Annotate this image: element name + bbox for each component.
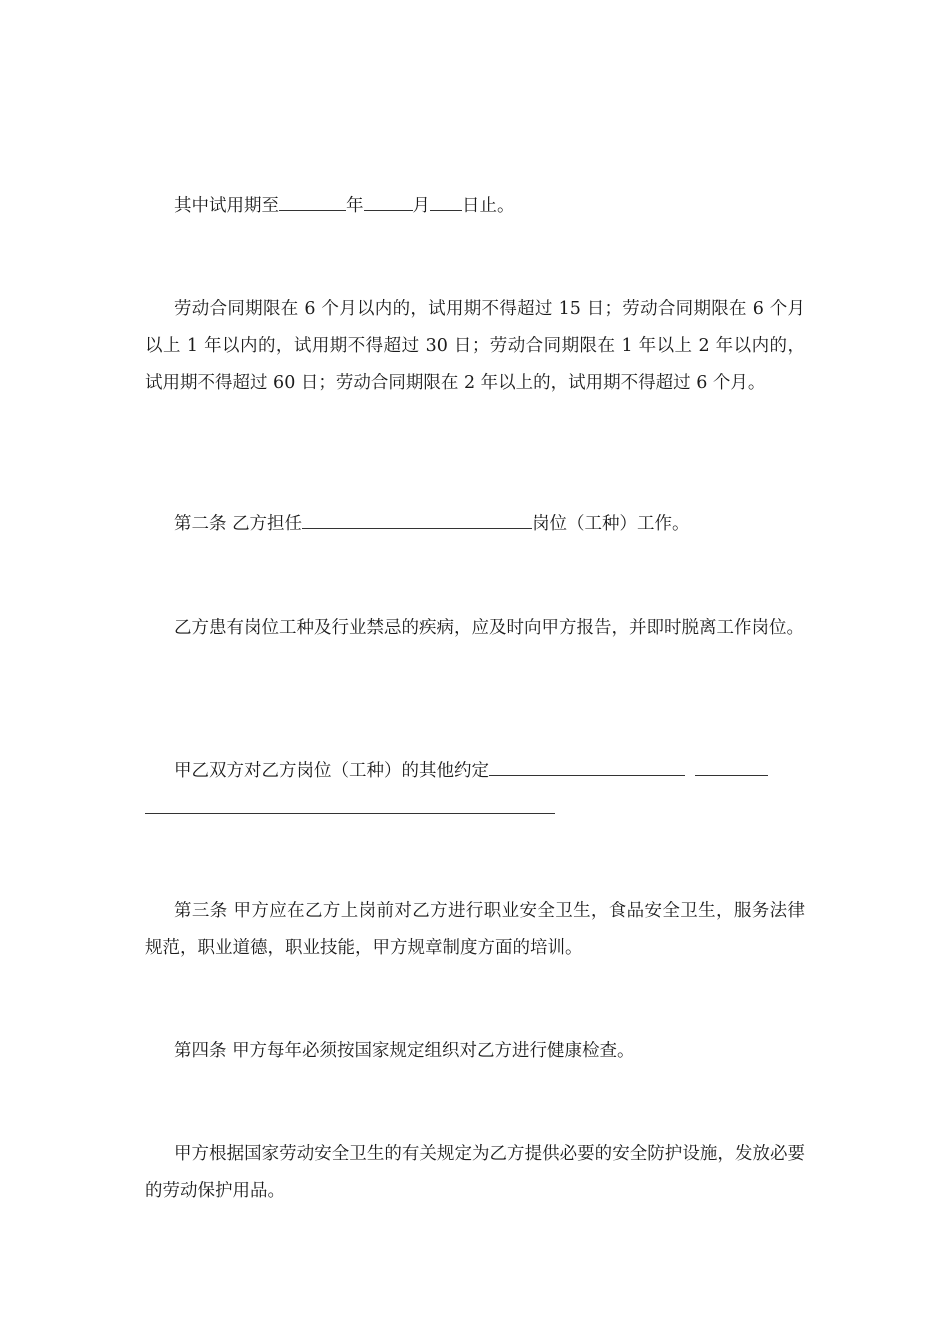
other-agreements-blank-1[interactable]: [489, 757, 685, 776]
article-four-paragraph: 第四条 甲方每年必须按国家规定组织对乙方进行健康检查。: [174, 1041, 635, 1061]
probation-end-date-paragraph: [145, 188, 805, 225]
other-agreements-blank-2[interactable]: [695, 757, 768, 776]
article-two-prefix: 第二条 乙方担任: [174, 514, 303, 534]
month-unit: 月: [412, 196, 430, 216]
probation-limits-paragraph: 劳动合同期限在 6 个月以内的，试用期不得超过 15 日；劳动合同期限在 6 个月以上 1 年以内的，试用期不得超过 30 日；劳动合同期限在 1 年以上 2 年以内的，试用期不得超过 60 日；劳动合同期限在 2 年以上的，试用期不得超过 6 个月。: [145, 299, 805, 393]
year-unit: 年: [346, 196, 364, 216]
month-blank[interactable]: [364, 192, 413, 211]
probation-prefix: 其中试用期至: [174, 196, 279, 216]
article-three-paragraph: 第三条 甲方应在乙方上岗前对乙方进行职业安全卫生，食品安全卫生，服务法律规范，职业道德，职业技能，甲方规章制度方面的培训。: [145, 901, 805, 958]
other-agreements-paragraph: [145, 753, 805, 790]
disease-report-paragraph: 乙方患有岗位工种及行业禁忌的疾病，应及时向甲方报告，并即时脱离工作岗位。: [174, 618, 804, 638]
safety-equipment-paragraph: 甲方根据国家劳动安全卫生的有关规定为乙方提供必要的安全防护设施，发放必要的劳动保护用品。: [145, 1144, 805, 1201]
day-blank[interactable]: [430, 192, 462, 211]
position-blank[interactable]: [302, 510, 532, 529]
other-agreements-prefix: 甲乙双方对乙方岗位（工种）的其他约定: [174, 761, 489, 781]
day-unit: 日止。: [462, 196, 515, 216]
article-two-paragraph: [145, 506, 805, 543]
year-blank[interactable]: [279, 192, 346, 211]
article-two-suffix: 岗位（工种）工作。: [532, 514, 690, 534]
other-agreements-blank-3[interactable]: [145, 813, 555, 814]
